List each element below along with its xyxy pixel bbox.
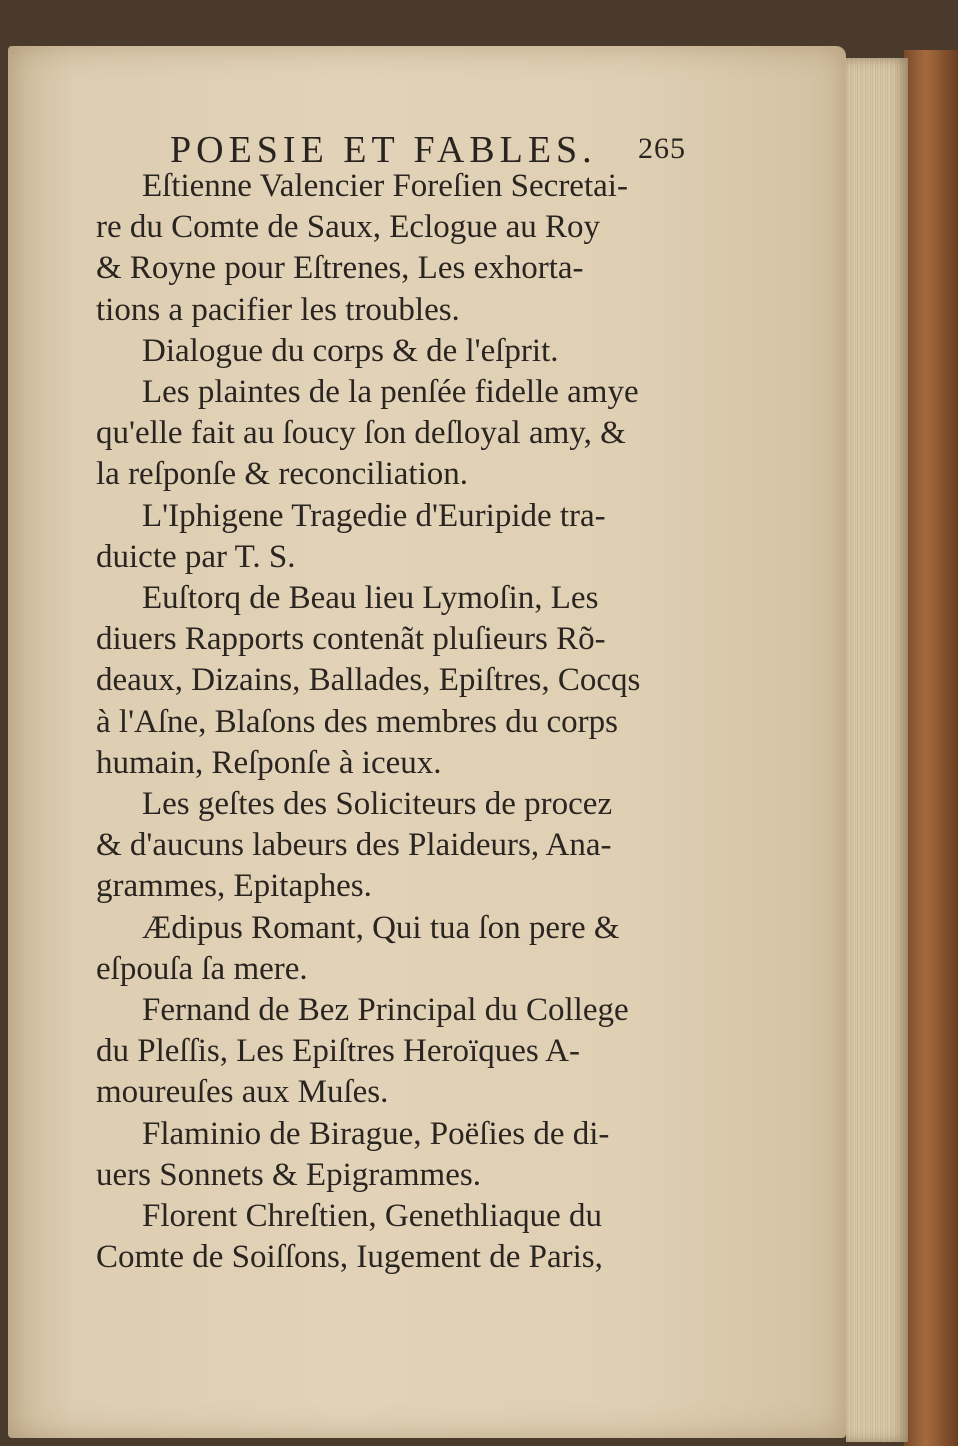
text-line: du Pleſſis, Les Epiſtres Heroïques A- [96,1033,580,1070]
text-line: grammes, Epitaphes. [96,868,372,905]
text-line: Fernand de Bez Principal du College [142,992,629,1029]
text-block [96,166,700,1278]
page-fore-edge [846,58,908,1442]
text-line: Eſtienne Valencier Foreſien Secretai- [142,168,628,204]
text-line: la reſponſe & reconciliation. [96,456,469,493]
text-line: qu'elle fait au ſoucy ſon deſloyal amy, & [96,415,626,452]
text-line: à l'Aſne, Blaſons des membres du corps [96,703,618,740]
page-number: 265 [638,132,686,165]
text-line: tions a pacifier les troubles. [96,291,460,328]
text-line: Comte de Soiſſons, Iugement de Paris, [96,1239,603,1276]
text-line: Ædipus Romant, Qui tua ſon pere & [142,909,620,946]
text-line: Les geſtes des Soliciteurs de procez [142,786,613,823]
text-line: diuers Rapports contenãt pluſieurs Rõ- [96,621,606,658]
text-line: deaux, Dizains, Ballades, Epiſtres, Cocqs [96,662,641,699]
text-line: & d'aucuns labeurs des Plaideurs, Ana- [96,827,612,864]
text-line: re du Comte de Saux, Eclogue au Roy [96,209,601,246]
text-line: Flaminio de Birague, Poëſies de di- [142,1115,610,1152]
text-line: & Royne pour Eſtrenes, Les exhorta- [96,250,584,287]
text-line: Florent Chreſtien, Genethliaque du [142,1198,603,1235]
text-line: humain, Reſponſe à iceux. [96,744,442,781]
text-line: duicte par T. S. [96,538,296,575]
text-line: L'Iphigene Tragedie d'Euripide tra- [142,497,606,534]
running-title: POESIE ET FABLES. [170,129,597,171]
cover-edge [904,50,958,1446]
text-line: moureuſes aux Muſes. [96,1074,389,1111]
text-line: uers Sonnets & Epigrammes. [96,1156,481,1193]
text-line: Les plaintes de la penſée fidelle amye [142,374,639,411]
text-line: Euſtorq de Beau lieu Lymoſin, Les [142,580,599,617]
text-line: Dialogue du corps & de l'eſprit. [142,332,559,369]
text-line: eſpouſa ſa mere. [96,950,308,987]
